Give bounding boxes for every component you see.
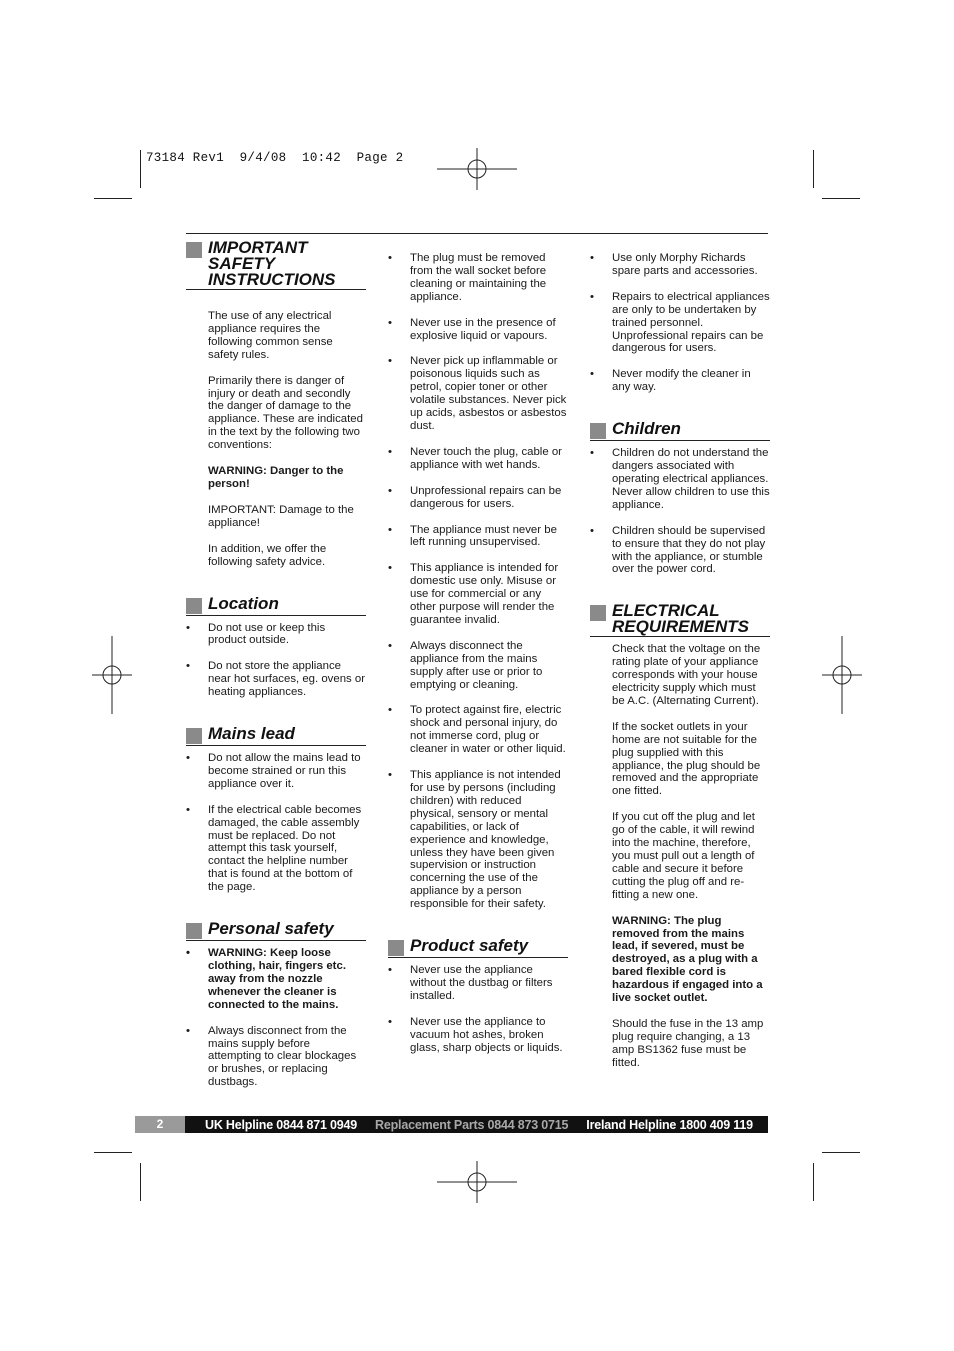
list-item: • Children should be supervised to ensure that they do not play with the appliance, or stumble over the power cord. [590, 525, 770, 577]
location-list [186, 622, 366, 700]
electrical-warning: WARNING: The plug removed from the mains lead, if severed, must be destroyed, as a plug with a bared flexible cord is hazardous if engaged into a live socket outlet. [612, 914, 763, 1005]
section-heading-electrical-requirements [590, 603, 770, 637]
electrical-paragraph: If the socket outlets in your home are not suitable for the plug supplied with this appliance, the plug should be removed and the appropriate one fitted. [612, 720, 761, 798]
registration-mark-right-icon [822, 636, 862, 714]
repairs-list [590, 252, 770, 394]
list-item: • Always disconnect the appliance from the mains supply after use or prior to emptying or cleaning. [388, 640, 568, 692]
electrical-paragraph: Should the fuse in the 13 amp plug require changing, a 13 amp BS1362 fuse must be fitted. [612, 1017, 764, 1069]
column-middle [388, 252, 568, 1068]
print-slug: 73184 Rev1 9/4/08 10:42 Page 2 [146, 151, 404, 165]
list-item: • This appliance is intended for domestic use only. Misuse or use for commercial or any other purpose will render the guarantee invalid. [388, 562, 568, 627]
heading-square-icon [388, 940, 404, 956]
heading-text: ELECTRICAL REQUIREMENTS [612, 601, 749, 637]
section-heading-important [186, 240, 366, 290]
list-item: • Never touch the plug, cable or appliance with wet hands. [388, 446, 568, 472]
electrical-paragraph: If you cut off the plug and let go of the cable, it will rewind into the machine, therefore, you must pull out a length of cable and secure it before cutting the plug off and re-fitting a new one. [612, 811, 755, 901]
list-item: • WARNING: Keep loose clothing, hair, fingers etc. away from the nozzle whenever the cleaner is connected to the mains. [186, 947, 366, 1012]
heading-square-icon [186, 923, 202, 939]
column-left [186, 240, 366, 1102]
page-number: 2 [135, 1116, 185, 1133]
section-heading-children [590, 421, 770, 441]
list-item: • Never use the appliance to vacuum hot ashes, broken glass, sharp objects or liquids. [388, 1016, 568, 1055]
column-right [590, 252, 770, 1083]
section-heading-mains-lead [186, 726, 366, 746]
heading-text: Mains lead [208, 724, 295, 744]
list-item: • The plug must be removed from the wall socket before cleaning or maintaining the appliance. [388, 252, 568, 304]
list-item: • Children do not understand the dangers associated with operating electrical appliances. Never allow children to use this appliance. [590, 447, 770, 512]
list-item: • To protect against fire, electric shock and personal injury, do not immerse cord, plug or cleaner in water or other liquid. [388, 704, 568, 756]
heading-text: Children [612, 419, 681, 439]
list-item: • Do not use or keep this product outside. [186, 622, 366, 648]
footer-bar [135, 1116, 768, 1133]
general-safety-list [388, 252, 568, 911]
section-heading-personal-safety [186, 921, 366, 941]
list-item: • Use only Morphy Richards spare parts and accessories. [590, 252, 770, 278]
heading-square-icon [590, 423, 606, 439]
warning-convention: WARNING: Danger to the person! [208, 465, 344, 490]
list-item: • This appliance is not intended for use by persons (including children) with reduced physical, sensory or mental capabilities, or lack of experience and knowledge, unless they have been given supervision or instruction concerning the use of the appliance by a person responsible for their safety. [388, 769, 568, 911]
top-rule [186, 233, 768, 234]
heading-square-icon [186, 242, 202, 258]
list-item: • Never use the appliance without the dustbag or filters installed. [388, 964, 568, 1003]
section-heading-product-safety [388, 938, 568, 958]
intro-paragraph: Primarily there is danger of injury or death and secondly the danger of damage to the appliance. These are indicated in the text by the following two conventions: [208, 374, 363, 452]
heading-square-icon [186, 728, 202, 744]
registration-mark-bottom-icon [437, 1161, 517, 1203]
list-item: • Do not store the appliance near hot surfaces, eg. ovens or heating appliances. [186, 660, 366, 699]
list-item: • Unprofessional repairs can be dangerous for users. [388, 485, 568, 511]
list-item: • If the electrical cable becomes damaged, the cable assembly must be replaced. Do not attempt this task yourself, contact the helpline number that is found at the bottom of the page. [186, 804, 366, 894]
list-item: • Always disconnect from the mains supply before attempting to clear blockages or brushes, or replacing dustbags. [186, 1025, 366, 1090]
section-heading-location [186, 593, 366, 616]
replacement-parts: Replacement Parts 0844 873 0715 [375, 1117, 569, 1132]
list-item: • Never pick up inflammable or poisonous liquids such as petrol, copier toner or other volatile substances. Never pick up acids, asbestos or asbestos dust. [388, 355, 568, 432]
children-list [590, 447, 770, 576]
list-item: • Never modify the cleaner in any way. [590, 368, 770, 394]
heading-text: Product safety [410, 936, 529, 956]
product-safety-list [388, 964, 568, 1054]
list-item: • Never use in the presence of explosive liquid or vapours. [388, 317, 568, 343]
heading-square-icon [590, 605, 606, 621]
intro-paragraph: In addition, we offer the following safety advice. [208, 542, 327, 568]
electrical-paragraph: Check that the voltage on the rating plate of your appliance corresponds with your house electricity supply which must be A.C. (Alternating Current). [612, 643, 761, 707]
heading-square-icon [186, 598, 202, 614]
mains-lead-list [186, 752, 366, 894]
registration-mark-left-icon [92, 636, 132, 714]
personal-safety-list [186, 947, 366, 1089]
list-item: • Repairs to electrical appliances are only to be undertaken by trained personnel. Unprofessional repairs can be dangerous for users. [590, 291, 770, 356]
list-item: • Do not allow the mains lead to become strained or run this appliance over it. [186, 752, 366, 791]
list-item: • The appliance must never be left running unsupervised. [388, 524, 568, 550]
registration-mark-top-icon [437, 148, 517, 190]
heading-text: IMPORTANT SAFETY INSTRUCTIONS [208, 238, 336, 289]
important-convention: IMPORTANT: Damage to the appliance! [208, 503, 354, 529]
heading-text: Personal safety [208, 919, 334, 939]
helpline-strip [185, 1116, 768, 1133]
heading-text: Location [208, 593, 279, 613]
uk-helpline: UK Helpline 0844 871 0949 [205, 1117, 358, 1132]
intro-paragraph: The use of any electrical appliance requires the following common sense safety rules. [208, 310, 333, 361]
ireland-helpline: Ireland Helpline 1800 409 119 [586, 1117, 753, 1132]
